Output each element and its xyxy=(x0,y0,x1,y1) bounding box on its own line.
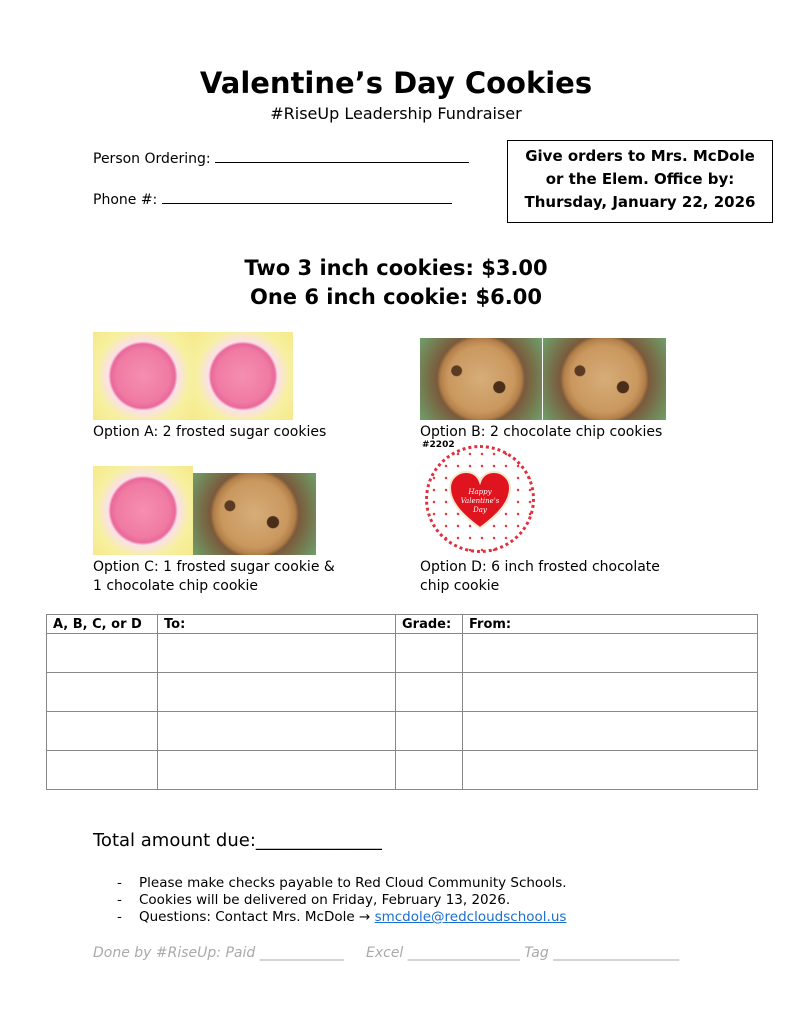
frosted-cookie-image xyxy=(93,332,193,420)
frosted-cookie-image xyxy=(193,332,293,420)
note-item: - Please make checks payable to Red Cloud Community Schools. xyxy=(117,875,567,891)
notice-line: Give orders to Mrs. McDole xyxy=(525,147,755,165)
note-text: Please make checks payable to Red Cloud Community Schools. xyxy=(139,875,567,891)
page-title: Valentine’s Day Cookies xyxy=(199,66,593,100)
to-cell[interactable] xyxy=(158,751,396,790)
chocolate-chip-cookie-image xyxy=(420,338,542,420)
order-table xyxy=(46,614,758,790)
grade-cell[interactable] xyxy=(396,673,463,712)
frosted-cookie-image xyxy=(93,466,193,555)
person-ordering-line[interactable] xyxy=(215,148,469,163)
option-cell[interactable] xyxy=(47,712,158,751)
to-cell[interactable] xyxy=(158,634,396,673)
option-a-label: Option A: 2 frosted sugar cookies xyxy=(93,424,327,440)
from-cell[interactable] xyxy=(463,673,758,712)
note-item: - Cookies will be delivered on Friday, February 13, 2026. xyxy=(117,892,511,908)
person-ordering-field[interactable] xyxy=(93,148,469,167)
table-row xyxy=(47,751,758,790)
deadline-notice xyxy=(507,140,773,223)
price-large: One 6 inch cookie: $6.00 xyxy=(250,285,542,309)
option-cell[interactable] xyxy=(47,751,158,790)
notice-line: or the Elem. Office by: xyxy=(545,170,735,188)
table-header-row xyxy=(47,615,758,634)
to-cell[interactable] xyxy=(158,712,396,751)
option-c-label xyxy=(93,558,335,596)
footer-excel: Excel ________________ xyxy=(365,945,520,961)
subtitle: #RiseUp Leadership Fundraiser xyxy=(270,104,522,123)
from-cell[interactable] xyxy=(463,751,758,790)
person-ordering-label: Person Ordering: xyxy=(93,151,211,167)
plate-number: #2202 xyxy=(422,440,455,450)
phone-label: Phone #: xyxy=(93,192,158,208)
note-item: - Questions: Contact Mrs. McDole → smcdole@redcloudschool.us xyxy=(117,909,567,925)
option-d-label xyxy=(420,558,660,596)
svg-text:Valentine's: Valentine's xyxy=(460,497,500,505)
to-cell[interactable] xyxy=(158,673,396,712)
table-row xyxy=(47,673,758,712)
notice-line: Thursday, January 22, 2026 xyxy=(524,193,756,211)
phone-field[interactable] xyxy=(93,189,452,208)
option-cell[interactable] xyxy=(47,634,158,673)
phone-line[interactable] xyxy=(162,189,452,204)
note-text: Questions: Contact Mrs. McDole → xyxy=(139,909,375,925)
option-c-line: 1 chocolate chip cookie xyxy=(93,578,259,594)
note-text: Cookies will be delivered on Friday, February 13, 2026. xyxy=(139,892,511,908)
col-to: To: xyxy=(158,615,396,634)
col-option: A, B, C, or D xyxy=(47,615,158,634)
plate-text: Happy xyxy=(468,488,492,496)
option-b-label: Option B: 2 chocolate chip cookies xyxy=(420,424,663,440)
total-amount-due[interactable]: Total amount due:______________ xyxy=(93,830,382,851)
contact-email-link[interactable]: smcdole@redcloudschool.us xyxy=(374,909,567,925)
option-cell[interactable] xyxy=(47,673,158,712)
chocolate-chip-cookie-image xyxy=(543,338,666,420)
option-c-line: Option C: 1 frosted sugar cookie & xyxy=(93,559,335,575)
chocolate-chip-cookie-image xyxy=(193,473,316,555)
option-d-line: chip cookie xyxy=(420,578,500,594)
table-row xyxy=(47,712,758,751)
price-small: Two 3 inch cookies: $3.00 xyxy=(244,256,548,280)
col-grade: Grade: xyxy=(396,615,463,634)
grade-cell[interactable] xyxy=(396,751,463,790)
option-d-line: Option D: 6 inch frosted chocolate xyxy=(420,559,660,575)
grade-cell[interactable] xyxy=(396,634,463,673)
table-row xyxy=(47,634,758,673)
col-from: From: xyxy=(463,615,758,634)
from-cell[interactable] xyxy=(463,712,758,751)
svg-text:Day: Day xyxy=(473,506,487,514)
office-use-footer xyxy=(93,945,679,961)
heart-icon xyxy=(448,470,512,530)
footer-tag: Tag __________________ xyxy=(524,945,680,961)
from-cell[interactable] xyxy=(463,634,758,673)
footer-paid: Done by #RiseUp: Paid ____________ xyxy=(93,945,344,961)
grade-cell[interactable] xyxy=(396,712,463,751)
